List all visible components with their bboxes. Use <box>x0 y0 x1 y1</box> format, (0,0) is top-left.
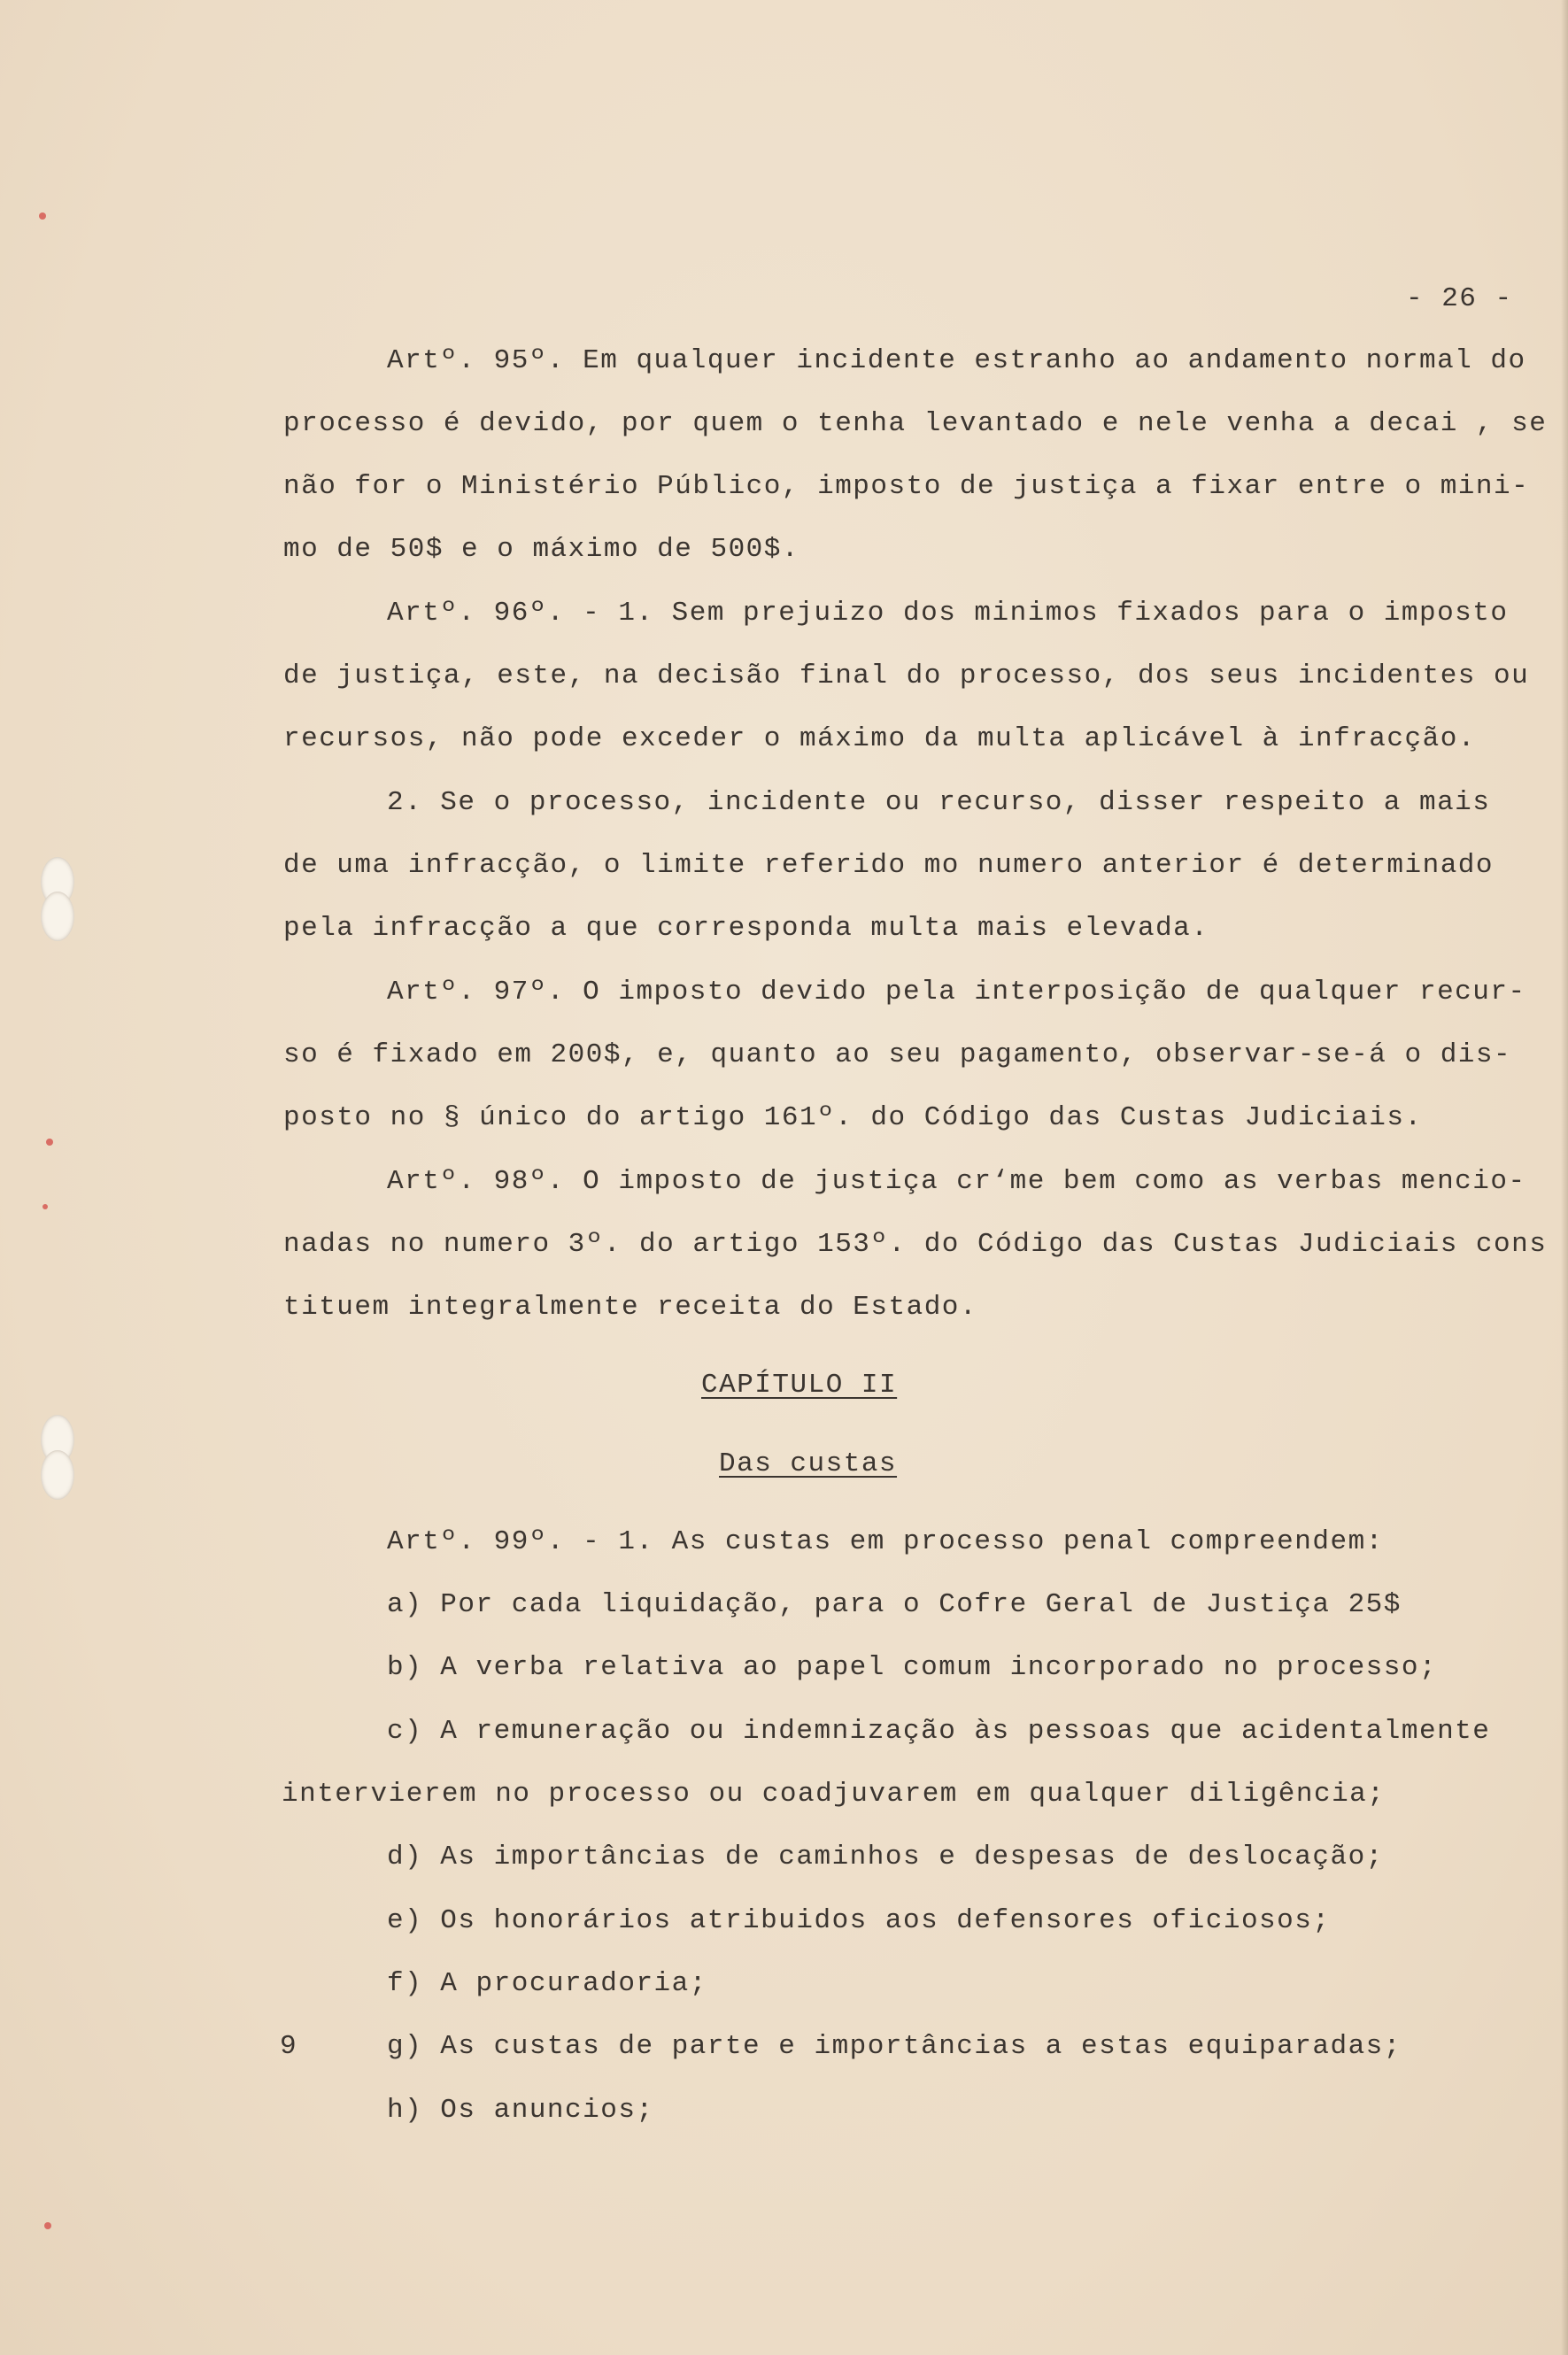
text-line: processo é devido, por quem o tenha levantado e nele venha a decai , se <box>283 408 1548 439</box>
list-item: a) Por cada liquidação, para o Cofre Geral de Justiça 25$ <box>387 1589 1402 1620</box>
list-item: b) A verba relativa ao papel comum incorporado no processo; <box>387 1652 1438 1683</box>
text-line: pela infracção a que corresponda multa mais elevada. <box>283 913 1209 944</box>
text-line: tituem integralmente receita do Estado. <box>283 1292 978 1323</box>
text-line: so é fixado em 200$, e, quanto ao seu pagamento, observar-se-á o dis- <box>283 1039 1512 1070</box>
text-line: nadas no numero 3º. do artigo 153º. do Código das Custas Judiciais cons <box>283 1229 1548 1260</box>
list-item: f) A procuradoria; <box>387 1968 707 1999</box>
text-line: recursos, não pode exceder o máximo da multa aplicável à infracção. <box>283 723 1476 754</box>
list-item: e) Os honorários atribuidos aos defensores oficiosos; <box>387 1905 1331 1936</box>
text-line: intervierem no processo ou coadjuvarem em qualquer diligência; <box>282 1779 1386 1810</box>
text-line: 2. Se o processo, incidente ou recurso, disser respeito a mais <box>387 787 1491 818</box>
section-heading: Das custas <box>719 1448 898 1479</box>
text-line: de justiça, este, na decisão final do processo, dos seus incidentes ou <box>283 660 1530 691</box>
page-number: - 26 - <box>1406 283 1513 314</box>
chapter-heading: CAPÍTULO II <box>701 1370 898 1401</box>
page-edge-shadow <box>1561 0 1568 2355</box>
list-item: d) As importâncias de caminhos e despesas de deslocação; <box>387 1842 1384 1872</box>
text-line: Artº. 95º. Em qualquer incidente estranho ao andamento normal do <box>387 345 1526 376</box>
punch-hole-top-lower <box>41 892 74 941</box>
text-line: Artº. 98º. O imposto de justiça cr‘me bem como as verbas mencio- <box>387 1166 1526 1197</box>
punch-hole-bottom-lower <box>41 1450 74 1500</box>
list-item: g) As custas de parte e importâncias a estas equiparadas; <box>387 2031 1402 2062</box>
text-line: mo de 50$ e o máximo de 500$. <box>283 534 799 565</box>
paper-speck <box>44 2222 51 2229</box>
paper-speck <box>42 1204 48 1209</box>
paper-speck <box>39 212 46 220</box>
text-line: de uma infracção, o limite referido mo numero anterior é determinado <box>283 850 1495 881</box>
list-item: h) Os anuncios; <box>387 2095 654 2126</box>
list-item: c) A remuneração ou indemnização às pessoas que acidentalmente <box>387 1716 1491 1747</box>
text-line: não for o Ministério Público, imposto de justiça a fixar entre o mini- <box>283 471 1530 502</box>
text-line: Artº. 99º. - 1. As custas em processo penal compreendem: <box>387 1526 1384 1557</box>
paper-speck <box>46 1139 53 1146</box>
text-line: Artº. 97º. O imposto devido pela interposição de qualquer recur- <box>387 977 1526 1008</box>
text-line: Artº. 96º. - 1. Sem prejuizo dos minimos fixados para o imposto <box>387 598 1509 629</box>
margin-note: 9 <box>280 2031 298 2062</box>
text-line: posto no § único do artigo 161º. do Código das Custas Judiciais. <box>283 1102 1423 1133</box>
